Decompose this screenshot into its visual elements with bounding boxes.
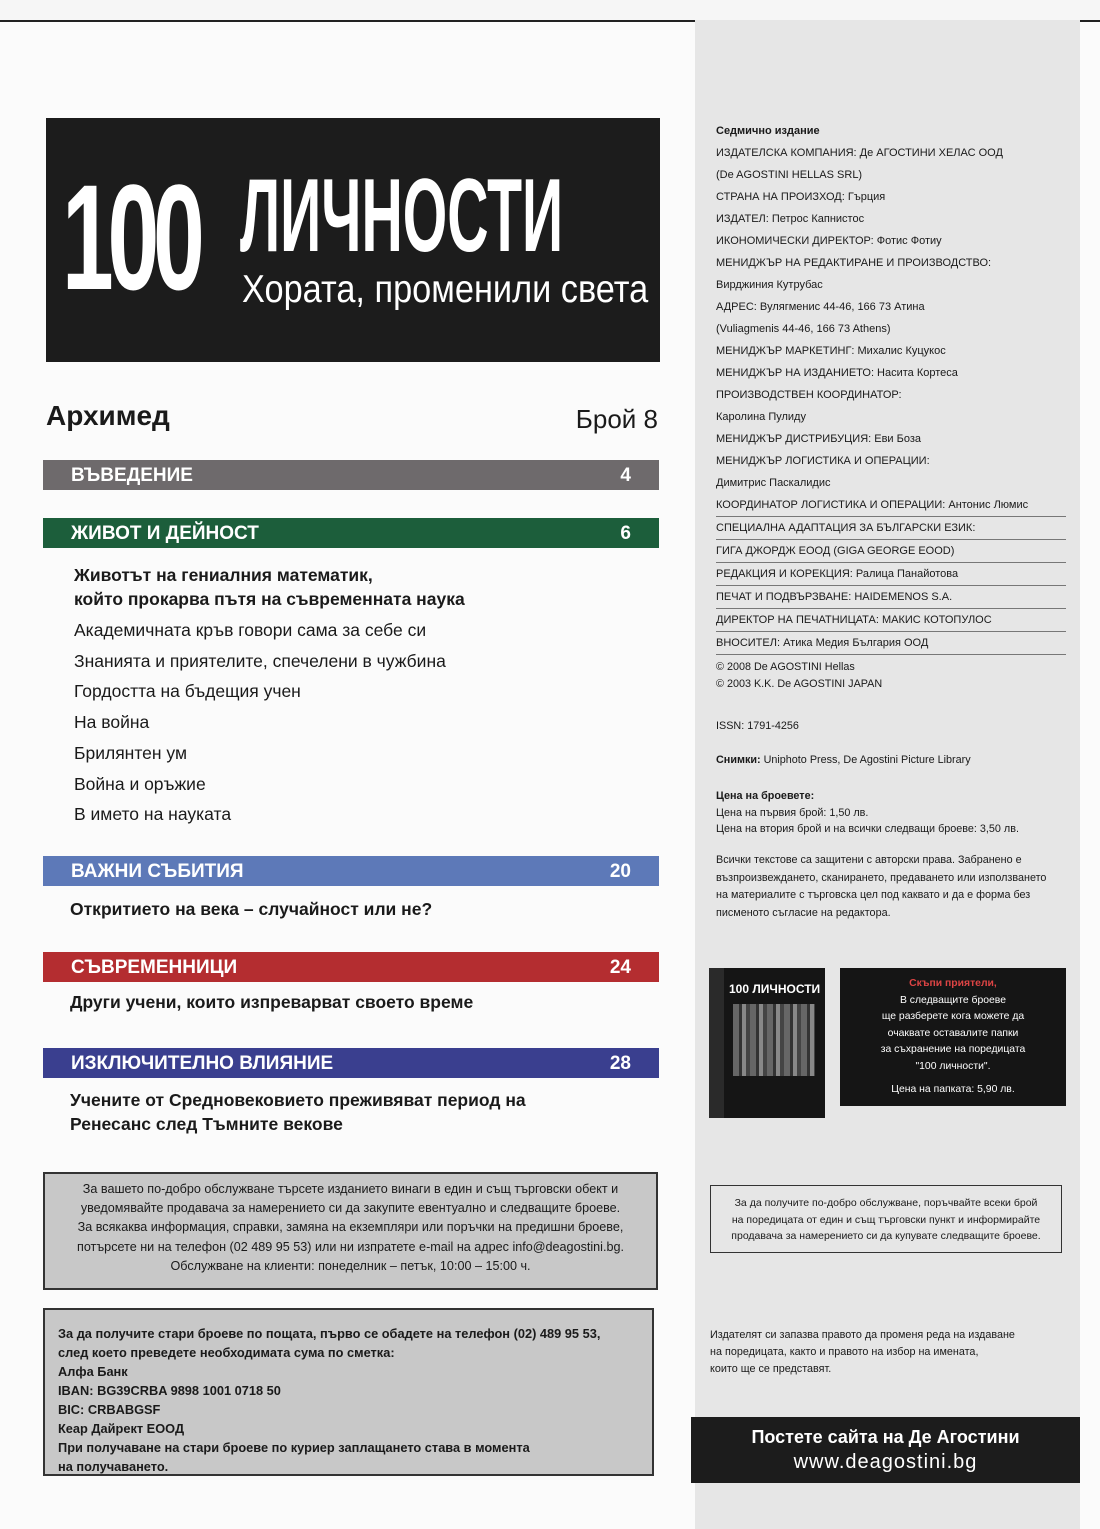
rights-notice: Всички текстове са защитени с авторски права. Забранено е възпроизвеждането, сканирането, предаването или използването на материалите с търговска цел под каквато и да е форма без писменото съгласие на редактора. — [716, 854, 1047, 919]
imprint-line: ИКОНОМИЧЕСКИ ДИРЕКТОР: Фотис Фотиу — [716, 235, 942, 247]
copyright-block — [716, 659, 882, 693]
publisher-note-line: Издателят си запазва правото да променя реда на издаване — [710, 1329, 1015, 1341]
imprint-line: МЕНИДЖЪР ЛОГИСТИКА И ОПЕРАЦИИ: — [716, 455, 930, 467]
section-label: ВЪВЕДЕНИЕ — [71, 465, 193, 486]
imprint-line: ИЗДАТЕЛСКА КОМПАНИЯ: Де АГОСТИНИ ХЕЛАС ООД — [716, 147, 1003, 159]
photo-credits-label: Снимки: — [716, 754, 761, 766]
masthead — [46, 118, 660, 362]
price-rest: Цена на втория брой и на всички следващи броеве: 3,50 лв. — [716, 823, 1019, 835]
back-issues-line: При получаване на стари броеве по куриер заплащането става в момента — [58, 1440, 530, 1455]
book-spine — [709, 968, 724, 1118]
imprint-line: МЕНИДЖЪР ДИСТРИБУЦИЯ: Еви Боза — [716, 433, 922, 445]
imprint-line: Вирджиния Кутрубас — [716, 279, 823, 291]
customer-service-box — [43, 1172, 658, 1290]
imprint-line: ВНОСИТЕЛ: Атика Медия България ООД — [716, 632, 1066, 655]
copyright-line: © 2008 De AGOSTINI Hellas — [716, 661, 855, 673]
publisher-note-line: които ще се представят. — [710, 1363, 832, 1375]
back-issues-line: IBAN: BG39CRBA 9898 1001 0718 50 — [58, 1383, 281, 1398]
imprint-line: (De AGOSTINI HELLAS SRL) — [716, 169, 863, 181]
section-page: 24 — [609, 957, 631, 978]
section-bar-introduction — [43, 460, 659, 490]
back-issues-line: след което преведете необходимата сума по сметка: — [58, 1345, 395, 1360]
back-issues-line: Кеар Дайрект ЕООД — [58, 1421, 185, 1436]
toc-entry-line: Учените от Средновековието преживяват период на — [70, 1090, 526, 1110]
back-issues-line: BIC: CRBABGSF — [58, 1402, 161, 1417]
toc-entry-events: Откритието на века – случайност или не? — [70, 899, 433, 919]
toc-entry: Знанията и приятелите, спечелени в чужбина — [74, 650, 446, 671]
back-issues-line: За да получите стари броеве по пощата, първо се обадете на телефон (02) 489 95 53, — [58, 1326, 601, 1341]
book-cover-mosaic — [733, 1004, 815, 1076]
section-page: 20 — [609, 861, 631, 882]
book-cover-title: 100 ЛИЧНОСТИ — [729, 982, 821, 996]
section-bar-contemporaries — [43, 952, 659, 982]
issue-number: Брой 8 — [575, 404, 658, 434]
publisher-note-line: на поредицата, както и правото на избор на имената, — [710, 1346, 979, 1358]
imprint-block — [716, 120, 1066, 655]
issue-name: Архимед — [46, 400, 170, 431]
section-bar-life — [43, 518, 659, 548]
toc-entry: Академичната кръв говори сама за себе си — [74, 620, 427, 640]
imprint-line: Димитрис Паскалидис — [716, 477, 831, 489]
back-issues-line: Алфа Банк — [58, 1364, 128, 1379]
toc-lead-entry — [74, 563, 465, 611]
imprint-line: ДИРЕКТОР НА ПЕЧАТНИЦАТА: МАКИС КОТОПУЛОС — [716, 609, 1066, 632]
photo-credits-value: Uniphoto Press, De Agostini Picture Library — [763, 754, 971, 766]
order-note-line: За да получите по-добро обслужване, поръчвайте всеки брой — [734, 1197, 1038, 1209]
imprint-line: (Vuliagmenis 44-46, 166 73 Athens) — [716, 323, 891, 335]
toc-subentries — [74, 615, 446, 830]
back-issues-line: на получаването. — [58, 1459, 169, 1474]
order-note-line: на поредицата от един и същ търговски пункт и информирайте — [731, 1213, 1041, 1226]
website-url[interactable]: www.deagostini.bg — [793, 1451, 978, 1473]
section-page: 6 — [620, 523, 631, 544]
imprint-line: МЕНИДЖЪР НА РЕДАКТИРАНЕ И ПРОИЗВОДСТВО: — [716, 257, 992, 269]
website-banner — [691, 1417, 1080, 1483]
toc-lead-line: който прокарва пътя на съвременната наука — [74, 589, 465, 609]
masthead-subtitle: Хората, променили света — [242, 268, 649, 311]
section-bar-events — [43, 856, 659, 886]
service-line: За вашето по-добро обслужване търсете изданието винаги в един и същ търговски обект и — [82, 1182, 619, 1196]
website-heading: Постете сайта на Де Агостини — [751, 1427, 1020, 1447]
toc-entry-influence — [70, 1088, 526, 1136]
toc-lead-line: Животът на гениалния математик, — [74, 565, 373, 585]
section-label: ВАЖНИ СЪБИТИЯ — [71, 861, 244, 882]
issn: ISSN: 1791-4256 — [716, 720, 799, 732]
service-line: уведомявайте продавача за намерението си да закупите евентуално и следващите броеве. — [80, 1201, 621, 1216]
publisher-note — [710, 1327, 1062, 1378]
service-line: Обслужване на клиенти: понеделник – петък, 10:00 – 15:00 ч. — [170, 1258, 531, 1273]
imprint-line: ИЗДАТЕЛ: Петрос Капнистос — [716, 213, 865, 225]
imprint-line: ГИГА ДЖОРДЖ ЕООД (GIGA GEORGE EOOD) — [716, 540, 1066, 563]
imprint-line: Каролина Пулиду — [716, 411, 806, 423]
imprint-line: ПРОИЗВОДСТВЕН КООРДИНАТОР: — [716, 389, 902, 401]
friends-heading: Скъпи приятели, — [909, 978, 997, 989]
service-line: потърсете ни на телефон (02 489 95 53) или ни изпратете e-mail на адрес info@deagostini.bg. — [77, 1239, 624, 1254]
imprint-line: МЕНИДЖЪР МАРКЕТИНГ: Михалис Куцукос — [716, 345, 946, 357]
imprint-line: МЕНИДЖЪР НА ИЗДАНИЕТО: Насита Кортеса — [716, 367, 958, 379]
imprint-line: РЕДАКЦИЯ И КОРЕКЦИЯ: Ралица Панайотова — [716, 563, 1066, 586]
toc-entry: Гордостта на бъдещия учен — [74, 681, 301, 702]
friends-line: очаквате оставалите папки — [887, 1027, 1019, 1039]
section-label: ИЗКЛЮЧИТЕЛНО ВЛИЯНИЕ — [71, 1053, 334, 1074]
section-bar-influence — [43, 1048, 659, 1078]
friends-line: ще разберете кога можете да — [881, 1011, 1025, 1023]
toc-entry: На война — [74, 712, 150, 733]
order-note-box — [710, 1185, 1062, 1253]
folder-book-image — [709, 968, 825, 1118]
section-page: 28 — [609, 1053, 631, 1074]
toc-entry-line: Ренесанс след Тъмните векове — [70, 1114, 343, 1134]
imprint-line: АДРЕС: Вулягменис 44-46, 166 73 Атина — [716, 301, 925, 313]
service-line: За всякаква информация, справки, замяна на екземпляри или поръчки на предишни броеве, — [77, 1220, 624, 1235]
copyright-line: © 2003 K.K. De AGOSTINI JAPAN — [716, 678, 883, 690]
friends-line: Цена на папката: 5,90 лв. — [891, 1083, 1015, 1095]
prices-block — [716, 788, 1019, 838]
friends-box — [840, 968, 1066, 1106]
section-page: 4 — [620, 465, 631, 486]
toc-entry-contemporaries: Други учени, които изпреварват своето време — [70, 992, 474, 1012]
masthead-number: 100 — [62, 153, 199, 321]
price-first: Цена на първия брой: 1,50 лв. — [716, 806, 869, 819]
section-label: ЖИВОТ И ДЕЙНОСТ — [71, 523, 259, 544]
toc-entry: Брилянтен ум — [74, 742, 188, 763]
imprint-line: КООРДИНАТОР ЛОГИСТИКА И ОПЕРАЦИИ: Антонис Люмис — [716, 494, 1066, 517]
back-issues-box — [43, 1308, 654, 1476]
toc-entry: Война и оръжие — [74, 773, 206, 794]
order-note-line: продавача за намерението си да купувате следващите броеве. — [731, 1230, 1041, 1243]
toc-entry: В името на науката — [74, 804, 232, 825]
photo-credits — [716, 754, 971, 766]
friends-line: за съхранение на поредицата — [880, 1044, 1026, 1056]
section-label: СЪВРЕМЕННИЦИ — [71, 957, 238, 978]
friends-line: В следващите броеве — [899, 994, 1006, 1006]
friends-line: "100 личности". — [915, 1060, 991, 1072]
imprint-line: Седмично издание — [716, 125, 820, 137]
masthead-title: ЛИЧНОСТИ — [240, 158, 564, 274]
page-top-edge — [0, 0, 1100, 22]
imprint-line: СПЕЦИАЛНА АДАПТАЦИЯ ЗА БЪЛГАРСКИ ЕЗИК: — [716, 517, 1066, 540]
prices-heading: Цена на броевете: — [716, 790, 815, 802]
imprint-line: ПЕЧАТ И ПОДВЪРЗВАНЕ: HAIDEMENOS S.A. — [716, 586, 1066, 609]
imprint-line: СТРАНА НА ПРОИЗХОД: Гърция — [716, 191, 886, 203]
